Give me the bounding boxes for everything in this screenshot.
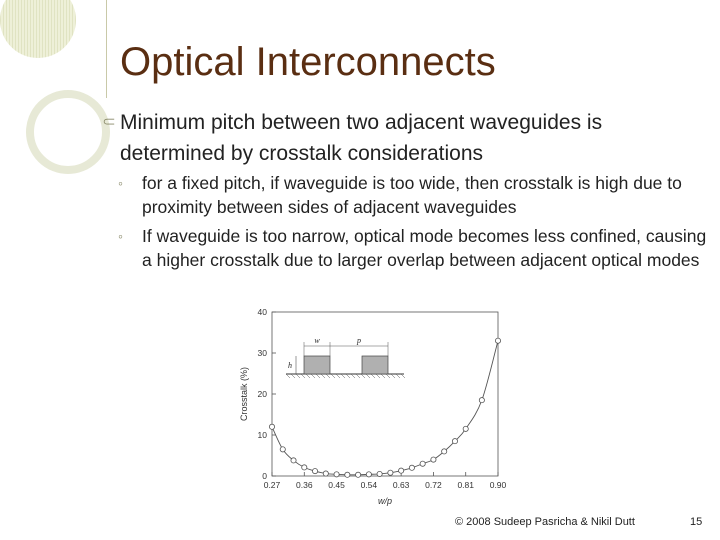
substrate-hatch [396,374,400,378]
data-point [409,465,414,470]
main-bullet [100,107,690,169]
y-tick-label: 20 [257,389,267,399]
title-divider [106,0,107,98]
x-tick-label: 0.27 [263,480,281,490]
data-point [323,471,328,476]
substrate-hatch [291,374,295,378]
data-point [269,424,274,429]
data-point [345,472,350,477]
sub-bullet-1 [118,171,708,219]
crosstalk-chart [232,300,512,515]
x-tick-label: 0.90 [489,480,507,490]
substrate-hatch [331,374,335,378]
data-point [291,458,296,463]
data-point [495,338,500,343]
x-tick-label: 0.36 [296,480,313,490]
substrate-hatch [311,374,315,378]
plot-frame [272,312,498,476]
bullet-marker-icon: ⸦ [100,112,118,132]
x-tick-label: 0.72 [425,480,442,490]
slide-title: Optical Interconnects [120,40,496,84]
data-point [334,472,339,477]
substrate-hatch [366,374,370,378]
corner-decoration [0,0,110,200]
sub-bullet-2 [118,224,708,272]
x-tick-label: 0.63 [392,480,410,490]
substrate-hatch [381,374,385,378]
x-tick-label: 0.54 [360,480,378,490]
data-point [280,447,285,452]
substrate-hatch [351,374,355,378]
substrate-hatch [326,374,330,378]
substrate-hatch [306,374,310,378]
substrate-hatch [391,374,395,378]
data-point [463,426,468,431]
p-label: p [357,336,361,345]
waveguide-inset [286,336,405,378]
data-point [442,449,447,454]
data-point [420,461,425,466]
sub-bullet-marker-icon: ◦ [118,228,123,244]
substrate-hatch [376,374,380,378]
data-point [479,398,484,403]
main-bullet-text: Minimum pitch between two adjacent waveguides is determined by crosstalk considerations [120,111,603,165]
data-point [399,468,404,473]
x-axis-label: w/p [377,496,393,506]
x-tick-label: 0.81 [457,480,474,490]
page-number: 15 [690,516,703,528]
substrate-hatch [346,374,350,378]
substrate-hatch [401,374,405,378]
data-point [388,470,393,475]
y-axis-label: Crosstalk (%) [239,366,249,422]
sub-bullet-1-text: for a fixed pitch, if waveguide is too wide, then crosstalk is high due to proximity between sides of adjacent waveguides [142,173,682,217]
substrate-hatch [371,374,375,378]
substrate-hatch [386,374,390,378]
data-point [452,439,457,444]
y-tick-label: 10 [257,430,267,440]
substrate-hatch [361,374,365,378]
sub-bullet-marker-icon: ◦ [118,175,123,191]
sub-bullet-2-text: If waveguide is too narrow, optical mode becomes less confined, causing a higher crosstalk due to larger overlap between adjacent optical modes [142,226,707,270]
data-point [302,465,307,470]
substrate-hatch [356,374,360,378]
h-label: h [288,361,292,370]
substrate-hatch [296,374,300,378]
waveguide-left [304,356,330,374]
y-tick-label: 40 [257,307,267,317]
x-tick-label: 0.45 [328,480,345,490]
y-tick-label: 0 [262,471,267,481]
substrate-hatch [286,374,290,378]
substrate-hatch [321,374,325,378]
y-tick-label: 30 [257,348,267,358]
waveguide-right [362,356,388,374]
data-point [377,471,382,476]
data-point [355,472,360,477]
footer-copyright: © 2008 Sudeep Pasricha & Nikil Dutt [455,516,635,528]
substrate-hatch [301,374,305,378]
substrate-hatch [341,374,345,378]
data-point [431,457,436,462]
decor-ring [30,94,106,170]
data-point [366,472,371,477]
data-point [312,468,317,473]
substrate-hatch [336,374,340,378]
w-label: w [314,336,320,345]
substrate-hatch [316,374,320,378]
decor-circle-large [0,0,76,58]
